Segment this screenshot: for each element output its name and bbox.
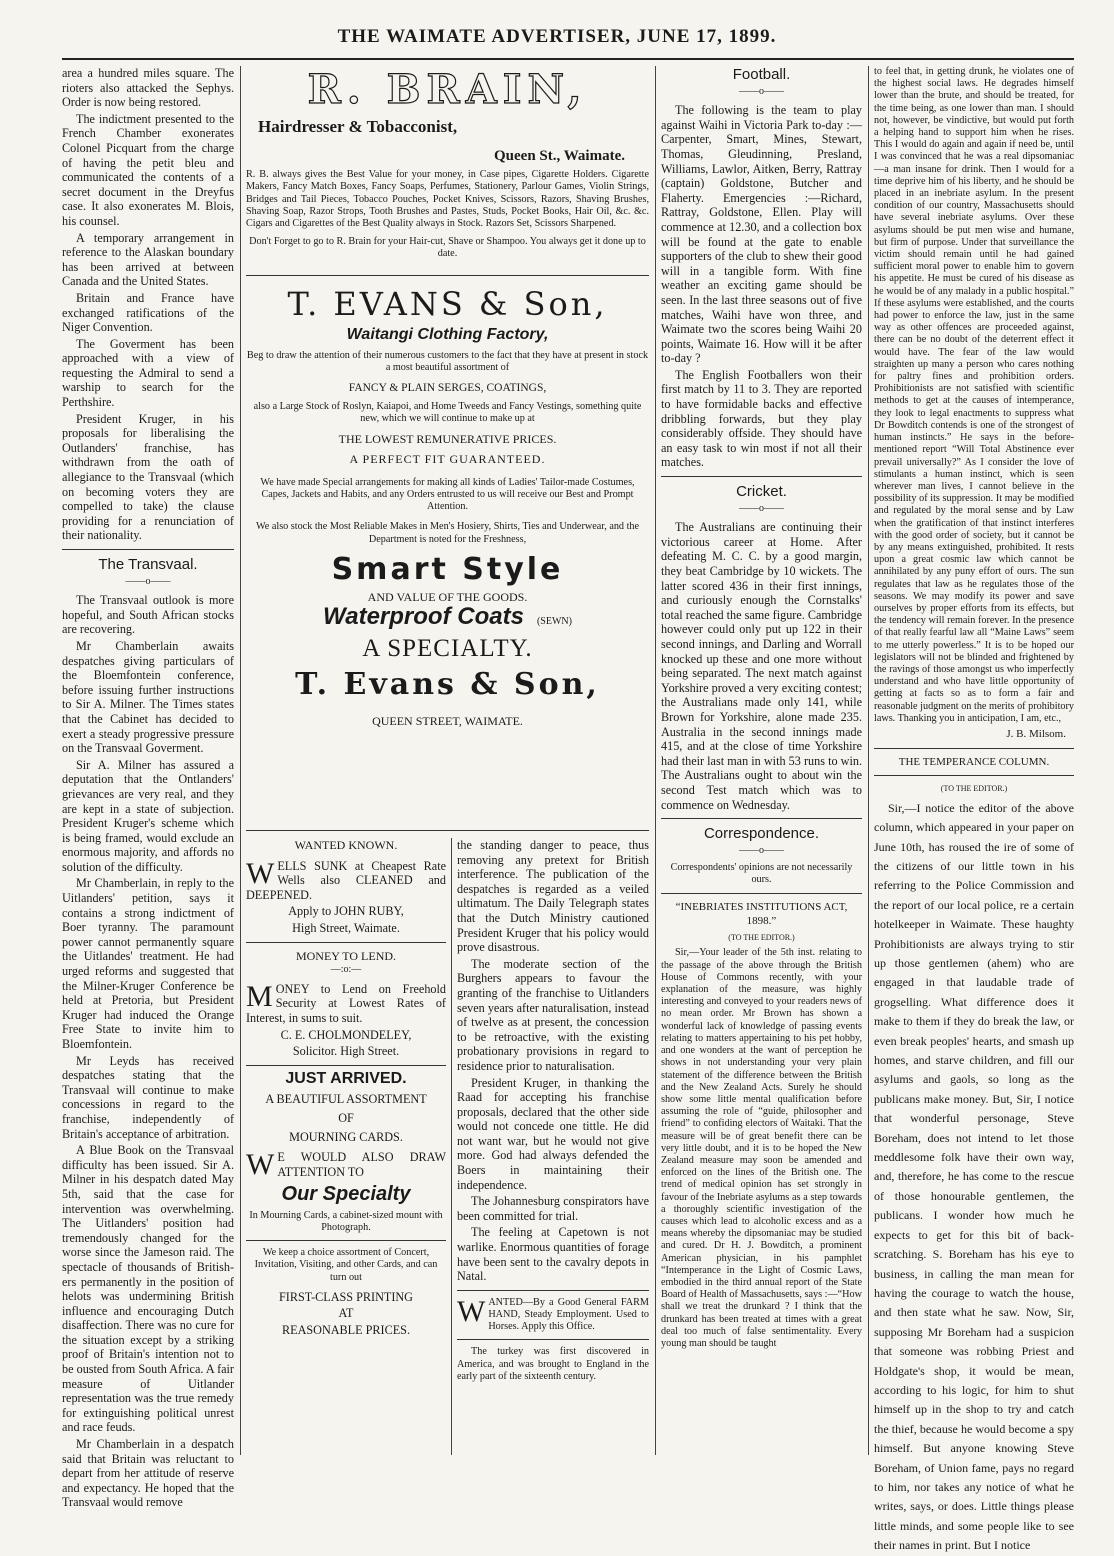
advertisements-top (246, 66, 649, 826)
article-paragraph: The following is the team to play against Waihi in Victoria Park to-day :—Carpenter, Smart, Mines, Stewart, Thomas, Gleudinning, Presland, Williams, Lawlor, Aitken, Berry, Rattray (captain) Goldstone, Butcher and Flaherty. Emergencies :—Richard, Rattray, Goldstone, Ellen. Play will commence at 12.30, and a collection box will be found at the gate to enable supporters of the club to shew their good will in a tangible form. With fine weather an exciting game should be seen. In the last three seasons out of five matches, Waihi have won three, and Waimate two the scores being Waihi 20 points, Waimate 16. How will it be after to-day ? (661, 103, 862, 366)
ad-rule (246, 275, 649, 276)
letter-body: to feel that, in getting drunk, he violates one of the highest social laws. He degrades himself lower than the brute, and should be treated, for the time being, as one lower than man. I should not, however, be vindictive, but would put forth a helping hand to support him when he rises. This I would do again and again if need be, until I was convinced that he was a real dipsomaniac—a man insane for drink. Then I would for a time deprive him of his liberty, and he should be placed in an inebriate asylum. In the present condition of our country, Massachusetts should have several inebriate asylums. Over these asylums should be put men wise and humane, but firm of purpose. Under that surveillance the victim should remain until he had gained sufficient moral power to enable him to govern his appetite. He must be cured of his disease as he would be of any malady in a public hospital.” If these asylums were established, and the courts had power to enforce the law, just in the same way as other offences are proceeded against, there can be no doubt of the deterrent effect it would have. The fear of the law would straighten up many a person who cares nothing for paltry fines and prohibition orders. Prohibitionists are not satisfied with scientific methods to get at the causes of intemperance, they look to legal enactments to suppress what Dr Bowditch contends is one of the strongest of human instincts.” He says in the before-mentioned report “Will Total Abstinence ever prevail universally?” As I consider the love of stimulants a human instinct, which is seen wherever man lives, I cannot believe in the possibility of its suppression. It may be modified and regulated by the moral sense and by Law when the gratification of that instinct interferes with the good order of society, but it cannot be by any means extinguished, prohibited. It rests upon a great cosmic law which cannot be annihilated by any puny effort of ours. The sun regulates that law as he regulates those of the seasons. We may modify its power and save ourselves by proper efforts from its effects, but the tendency will remain forever. In the presence of that really fearful law all “Maine Laws” seem to me utterly powerless.” It is to be hoped our legislators will not be blinded and frightened by the ravings of those amongst us who imperfectly understand and who have little opportunity of getting at facts so as to form a fair and reasonable judgment on the merits of prohibitory laws. Thanking you in anticipation, I am, etc., (874, 66, 1074, 724)
section-heading-cricket: Cricket. (736, 483, 787, 501)
section-rule (661, 818, 862, 819)
article-paragraph: Sir A. Milner has assured a deputation that the Ontlanders' grievances are very real, and they are kept in a state of subjection. President Kruger's scheme which is being framed, would exclude an enormous majority, and affords no solution of the difficulty. (62, 757, 234, 874)
ad-evans-sewn: (SEWN) (536, 616, 572, 628)
section-rule (874, 748, 1074, 749)
article-paragraph: President Kruger, in thanking the Raad for accepting his franchise proposals, declared that the other side would not concede one tittle. He did not want war, but he would not give more. God had always defended the Boers in maintaining their independence. (457, 1075, 649, 1192)
column-news-transvaal (62, 66, 234, 1510)
article-paragraph: The Goverment has been approached with a view of requesting the Admiral to send a warship to search for the Perthshire. (62, 336, 234, 410)
dropcap-w: W (246, 856, 275, 890)
ad-evans-prices: THE LOWEST REMUNERATIVE PRICES. (338, 431, 557, 446)
dropcap-m: M (246, 979, 273, 1013)
ad-evans-factory: Waitangi Clothing Factory, (346, 325, 549, 343)
letter-to-editor: (TO THE EDITOR.) (728, 932, 795, 942)
article-paragraph: A temporary arrangement in reference to the Alaskan boundary has been arrived at between Canada and the United States. (62, 230, 234, 289)
ad-rule (457, 1290, 649, 1291)
ad-evans-specialty: A SPECIALTY. (362, 635, 533, 662)
ad-mourning: MOURNING CARDS. (289, 1129, 403, 1144)
article-paragraph: The turkey was first discovered in America, and was brought to England in the early part of the sixteenth century. (457, 1346, 649, 1382)
ad-evans-value: AND VALUE OF THE GOODS. (367, 589, 528, 604)
ad-evans-coats: Waterproof Coats (323, 603, 524, 631)
letter-to-editor: (TO THE EDITOR.) (940, 784, 1008, 794)
column-letters (874, 66, 1074, 1553)
ad-printing-1: FIRST-CLASS PRINTING (279, 1289, 413, 1304)
ad-evans-intro: Beg to draw the attention of their numerous customers to the fact that they have at present in stock a most beautiful assortment of (246, 350, 649, 374)
ad-our-specialty: Our Specialty (281, 1183, 411, 1206)
article-paragraph: Mr Chamberlain in a despatch said that Britain was reluctant to depart from her attitude of reserve and expectancy. He hoped that the Transvaal would remove (62, 1437, 234, 1510)
dropcap-w: W (246, 1148, 275, 1182)
masthead (0, 0, 1114, 60)
ad-just-arrived: JUST ARRIVED. (285, 1069, 407, 1087)
article-paragraph: Mr Chamberlain, in reply to the Uitlanders' petition, says it contains a strong indictment of Boer tyranny. The paramount power cannot permanently square the Uitlandes' treatment. He had urged reforms and suggested that the Milner-Kruger Conference be held at Pretoria, but President Kruger had induced the Orange Free State to invite him to Bloemfontein. (62, 876, 234, 1051)
ad-rule (246, 942, 446, 943)
ad-wells-text: ELLS SUNK at Cheapest Rate Wells also CLEANED and DEEPENED. (246, 858, 446, 902)
correspondence-disclaimer: Correspondents' opinions are not necessarily ours. (670, 862, 853, 886)
ad-draw: E WOULD ALSO DRAW ATTENTION TO (277, 1150, 446, 1179)
ornament-icon: ——o—— (739, 844, 784, 856)
ad-money-addr: Solicitor. High Street. (292, 1044, 400, 1059)
ad-brain-address: Queen St., Waimate. (494, 147, 625, 164)
letter-title: “INEBRIATES INSTITUTIONS ACT, 1898.” (675, 900, 848, 928)
letter-signature: J. B. Milsom. (1006, 727, 1066, 740)
ad-evans-smart: Smart Style (331, 551, 564, 587)
ad-brain-trade: Hairdresser & Tobacconist, (258, 117, 458, 136)
ad-evans-fit: A PERFECT FIT GUARANTEED. (349, 452, 546, 467)
ornament-icon: ——o—— (125, 575, 171, 587)
column-divider (868, 66, 869, 1455)
ad-money-text: ONEY to Lend on Freehold Security at Lowest Rates of Interest, in sums to suit. (246, 981, 446, 1025)
article-paragraph: the standing danger to peace, thus removing any pretext for British interference. The publication of the despatches is regarded as a veiled ultimatum. The Daily Telegraph states that the Dutch Ministry cautioned President Kruger that his policy would prove disastrous. (457, 838, 649, 955)
ad-evans-tailor: We have made Special arrangements for making all kinds of Ladies' Tailor-made Costumes, Capes, Jackets and Habits, and any Orders entrusted to us will receive our Best and Prompt Attention. (260, 476, 635, 513)
ad-wells-addr: High Street, Waimate. (292, 920, 400, 935)
section-heading-transvaal: The Transvaal. (98, 556, 198, 573)
ornament-icon: —:o:— (330, 964, 362, 976)
ad-money-heading: MONEY TO LEND. (295, 948, 397, 963)
ad-evans-name2: T. Evans & Son, (295, 667, 600, 702)
ad-evans-name: T. EVANS & Son, (287, 284, 608, 323)
article-paragraph: Britain and France have exchanged ratifications of the Niger Convention. (62, 290, 234, 335)
ad-cards: In Mourning Cards, a cabinet-sized mount with Photograph. (249, 1209, 443, 1234)
letter-body: Sir,—I notice the editor of the above column, which appeared in your paper on June 10th, has roused the ire of some of the citizens of our little town in his referring to the Police Commission and the report of our local police, re a certain hotelkeeper in Waimate. These haughty Prohibitionists are always trying to stir up those gentlemen (ahem) who are engaged in that laudable trade of grogselling. What difference does it make to them if they do break the law, or even break peoples' hearts, and smash up homes, and starve children, and fill our asylums and gaols, so long as the publicans make money. But, Sir, I notice that wonderful personage, Steve Boreham, does not intend to let those meddlesome folk have their own way, and, therefore, he has come to the rescue of those honourable gentlemen, the publicans. I wonder how much he expects to get for this bit of back-scratching. S. Boreham has his eye to business, in calling the man mean for having the courage to watch the house, and then state what he saw. Now, Sir, supposing Mr Boreham had a suspicion that someone was robbing Priest and Holdgate's shop, it would be mean, according to his logic, for him to shut himself up in the shop to try and catch the thief, because he would become a spy himself. But anyone knowing Steve Boreham, of Union fame, pays no regard to him, nor takes any notice of what he writes, says, or does. Little things please little minds, and some people like to see their names in print. But I notice (874, 800, 1074, 1553)
article-paragraph: A Blue Book on the Transvaal difficulty has been issued. Sir A. Milner in his despatch dated May 5th, said that the case for intervention was overwhelming. The Uitlanders' position had tremendously changed for the worse since the Jameson raid. The spectacle of thousands of British-ers permanently in the position of helots was undermining British influence and encouraging Dutch disaffection. There was no cure for the situation except by a striking proof of Britain's intention not to be ousted from South Africa. A fair measure of Uitlander representation was the true remedy for extinguishing political unrest and race feuds. (62, 1143, 234, 1435)
column-sport-correspondence (661, 66, 862, 1454)
masthead-title: THE WAIMATE ADVERTISER, JUNE 17, 1899. (337, 26, 777, 47)
ad-evans-street: QUEEN STREET, WAIMATE. (372, 714, 523, 728)
masthead-rule (62, 58, 1074, 60)
ad-brain-body: R. B. always gives the Best Value for your money, in Case pipes, Cigarette Holders. Cigarette Makers, Fancy Match Boxes, Fancy Soaps, Perfumes, Stationery, Parlour Games, Violin Strings, Bridges and Tail Pieces, Tobacco Pouches, Pocket Knives, Scissors, Razors, Shaving Brushes, Shaving Soap, Razor Strops, Tooth Brushes and Pastes, Studs, Pocket Books, Hair Oil, &c. &c. Cigars and Cigarettes of the Best Quality always in Stock. Razors Set, Scissors Sharpened. (246, 169, 649, 229)
column-divider (451, 838, 452, 1455)
article-paragraph: Mr Leyds has received despatches stating that the Transvaal will continue to make concessions in regard to the franchise, independently of Britain's acceptance of arbitration. (62, 1053, 234, 1141)
article-paragraph: area a hundred miles square. The rioters also attacked the Sephys. Order is now being restored. (62, 66, 234, 110)
ad-farm-hand: ANTED—By a Good General FARM HAND, Steady Employment. Used to Horses. Apply this Office. (488, 1296, 649, 1333)
column-small-ads (246, 838, 446, 1458)
article-paragraph: The feeling at Capetown is not warlike. Enormous quantities of forage have been sent to the cavalry depots in Natal. (457, 1225, 649, 1284)
ad-rule (246, 1240, 446, 1241)
ad-printing-3: REASONABLE PRICES. (282, 1323, 410, 1338)
section-heading-temperance: THE TEMPERANCE COLUMN. (898, 755, 1050, 768)
section-rule (62, 549, 234, 550)
ad-of: OF (338, 1110, 354, 1125)
section-rule (661, 893, 862, 894)
ad-rule (246, 830, 649, 831)
ornament-icon: ——o—— (739, 85, 784, 97)
ornament-icon: ——o—— (739, 502, 784, 514)
ad-rule (457, 1339, 649, 1340)
ad-rule (246, 1065, 446, 1066)
ad-evans-hosiery: We also stock the Most Reliable Makes in Men's Hosiery, Shirts, Ties and Underwear, and the Department is noted for the Freshness, (255, 521, 640, 545)
ad-t-evans (246, 286, 649, 729)
ad-printing-2: AT (338, 1306, 354, 1321)
dropcap-w: W (457, 1294, 486, 1328)
article-paragraph: The Australians are continuing their victorious career at Home. After defeating M. C. C. by a good margin, they beat Cambridge by 10 wickets. The latter scored 436 in their first innings, and curiously enough the Cornstalks' total reached the same figure. Cambridge however could only put up 122 in their second innings, and Darling and Worrall knocked up these and one more without being separated. The next match against Yorkshire proved a very exciting contest; the Australians made only 141, while Brown for Yorkshire, alone made 235. Australia in the second innings made 415, and at the close of time Yorkshire had their last man in with 53 runs to win. The Australians ought to about win the second Test match which was to commence on Wednesday. (661, 520, 863, 812)
column-divider (655, 66, 656, 1455)
letter-body: Sir,—Your leader of the 5th inst. relating to the passage of the above through the British House of Commons recently, with your explanation of the measure, was highly interesting and conveyed to your readers news of no mean order. Mr Brown has shown a wonderful lack of knowledge of passing events relating to matters appertaining to his pet hobby, and one wonders at the want of perception he shows in not understanding your very plain statement of the difference between the British and the New Zealand Acts. Surely he should show some little mental qualification before assuming the role of “guide, philosopher and friend” to confiding electors of Waitaki. That the measure will be of great benefit there can be very little doubt, and it is to be hoped the New Zealand measure may soon be amended and enforced on the lines of the British one. The trend of medical opinion has set strongly in favour of the Inebriate asylums as a step towards a thoroughly scientific investigation of the causes which lead to alcoholic excess and as a means whereby the dipsomaniac may be studied and cured. Dr H. J. Bowditch, a prominent American physician, in his pamphlet “Intemperance in the Light of Cosmic Laws, embodied in the third annual report of the State Board of Health of Massachusetts, says :—“How shall we treat the drunkard ? I think that the drunkard has been treated at times with a great deal too much of false sentimentality. Every young man should be taught (661, 947, 862, 1349)
column-news-continued (457, 838, 649, 1458)
ad-evans-stock: also a Large Stock of Roslyn, Kaiapoi, and Home Tweeds and Fancy Vestings, something quite new, which we will continue to make up at (253, 401, 642, 425)
article-paragraph: The indictment presented to the French Chamber exonerates Colonel Picquart from the charge of having the petit bleu and communicated the contents of a secret document in the Dreyfus case. It also exonerates M. Blois, his counsel. (62, 111, 234, 228)
ad-concert: We keep a choice assortment of Concert, Invitation, Visiting, and other Cards, and can turn out (254, 1247, 438, 1283)
section-heading-football: Football. (732, 66, 791, 83)
ad-wells-apply: Apply to JOHN RUBY, (288, 904, 404, 919)
article-paragraph: President Kruger, in his proposals for liberalising the Outlanders' franchise, has withdrawn from the oath of allegiance to the Transvaal (which on becoming voters they are compelled to take) the clause providing for a renunciation of their nationality. (62, 411, 234, 543)
ad-evans-serges: FANCY & PLAIN SERGES, COATINGS, (348, 381, 547, 394)
ad-beautiful: A BEAUTIFUL ASSORTMENT (265, 1092, 427, 1107)
ad-money-name: C. E. CHOLMONDELEY, (280, 1027, 412, 1042)
article-paragraph: The English Footballers won their first match by 11 to 3. They are reported to have formidable backs and effective dribbling forwards, but they play considerably offside. They should have an easy task to win most if not all their matches. (661, 367, 862, 470)
ad-r-brain (246, 68, 649, 261)
section-rule (661, 476, 862, 477)
section-heading-correspondence: Correspondence. (703, 825, 820, 843)
article-paragraph: The Transvaal outlook is more hopeful, and South African stocks are recovering. (62, 593, 234, 637)
section-rule (874, 775, 1074, 776)
article-paragraph: Mr Chamberlain awaits despatches giving particulars of the Bloemfontein conference, before issuing further instructions to Sir A. Milner. The Times states that the Cabinet has decided to exert a steady progressive pressure on the Transvaal Goverment. (62, 638, 234, 756)
article-paragraph: The Johannesburg conspirators have been committed for trial. (457, 1194, 649, 1223)
ad-wanted-heading: WANTED KNOWN. (294, 838, 398, 852)
ad-brain-name: R. BRAIN, (307, 66, 588, 113)
article-paragraph: The moderate section of the Burghers appears to favour the granting of the franchise to Uitlanders seven years after naturalisation, instead of twelve as at present, the concession to be retroactive, with the existing probationary provisions in regard to residence prior to naturalisation. (457, 956, 649, 1073)
column-divider (240, 66, 241, 1455)
ad-brain-footer: Don't Forget to go to R. Brain for your Hair-cut, Shave or Shampoo. You always get it done up to date. (249, 236, 646, 260)
